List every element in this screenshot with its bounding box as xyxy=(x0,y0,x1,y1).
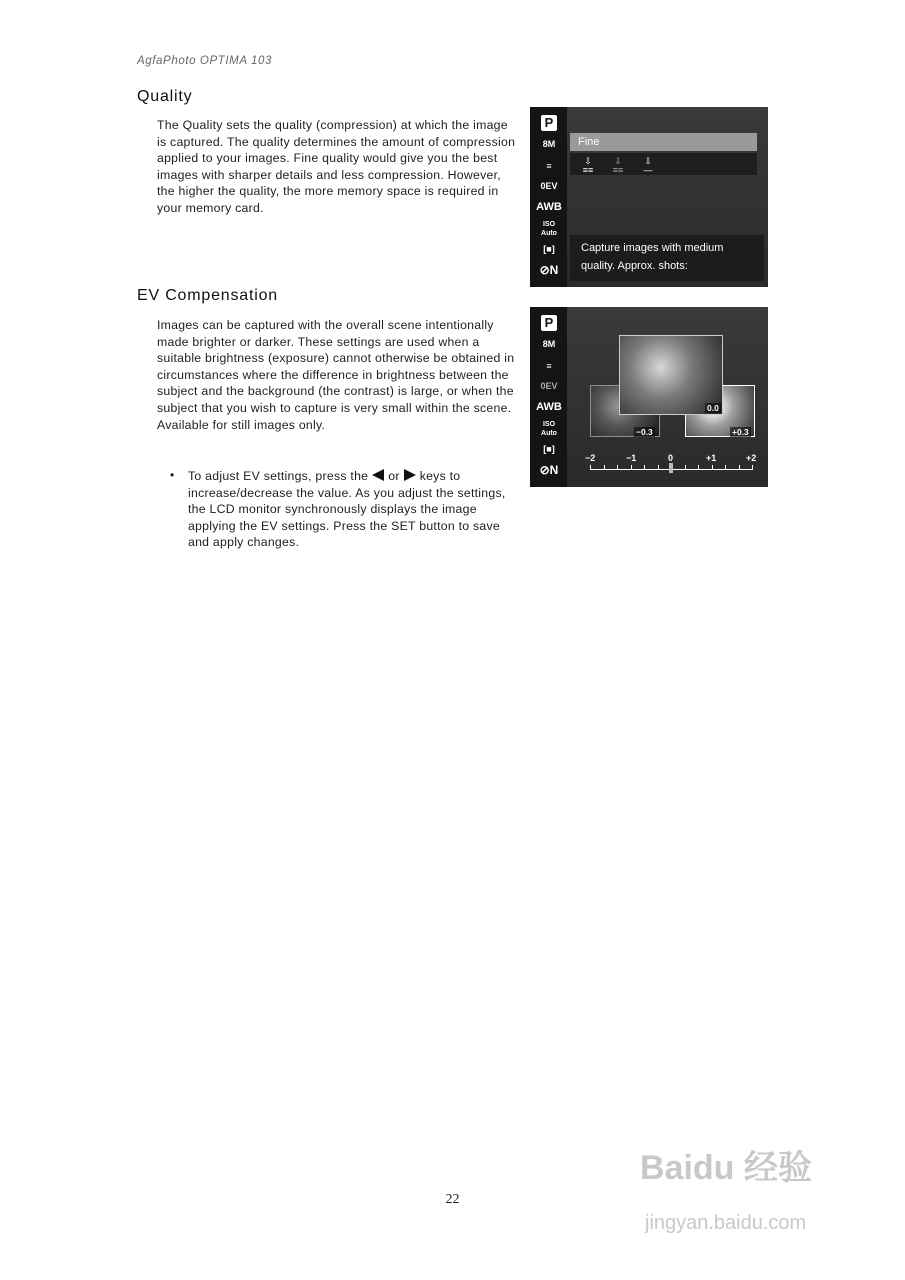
watermark-logo: Baidu 经验 xyxy=(640,1149,812,1187)
iso-icon: ISO Auto xyxy=(541,221,557,237)
left-arrow-icon xyxy=(372,469,384,481)
quality-selected-option[interactable]: Fine xyxy=(570,133,757,151)
resolution-icon: 8M xyxy=(542,139,556,149)
scale-label: +2 xyxy=(746,453,757,463)
ev-scale-tick xyxy=(658,465,659,470)
bullet-text-a: To adjust EV settings, press the xyxy=(188,469,369,483)
ev-scale-tick xyxy=(698,465,699,470)
ev-scale-tick xyxy=(644,465,645,470)
white-balance-icon: AWB xyxy=(536,401,562,413)
iso-icon: ISO Auto xyxy=(541,421,557,437)
fine-quality-icon[interactable]: ⇩ ≡≡ xyxy=(582,156,594,175)
quality-paragraph: The Quality sets the quality (compression) at which the image is captured. The quality determines the amount of compression applied to your images. Fine quality would give you the best images with sharper details and less compression. However, the higher the quality, the more memory space is required in your memory card. xyxy=(157,118,516,215)
ev-scale-tick xyxy=(617,465,618,470)
quality-description: Capture images with medium quality. Approx. shots: xyxy=(570,235,764,281)
ev-scale-tick xyxy=(604,465,605,470)
ev-brighter-label: +0.3 xyxy=(732,427,749,437)
color-effect-icon: ⊘N xyxy=(539,263,559,277)
quality-heading: Quality xyxy=(137,88,193,105)
screen-sidebar xyxy=(530,307,567,487)
bullet-marker: • xyxy=(170,468,175,482)
resolution-icon: 8M xyxy=(542,339,556,349)
program-mode-icon: P xyxy=(541,115,557,131)
program-mode-icon: P xyxy=(541,315,557,331)
quality-icon: ≡ xyxy=(546,161,552,171)
scale-label: +1 xyxy=(706,453,717,463)
scale-label: −1 xyxy=(626,453,637,463)
metering-icon: [■] xyxy=(543,444,555,454)
screen-sidebar xyxy=(530,107,567,287)
ev-scale-tick xyxy=(685,465,686,470)
ev-scale-cursor[interactable] xyxy=(669,463,673,473)
right-arrow-icon xyxy=(404,469,416,481)
ev-scale-tick xyxy=(631,465,632,470)
ev-current-label: 0.0 xyxy=(707,403,719,413)
ev-scale-tick xyxy=(590,465,591,470)
ev-heading: EV Compensation xyxy=(137,287,278,304)
running-header: AgfaPhoto OPTIMA 103 xyxy=(137,55,272,67)
scale-label: −2 xyxy=(585,453,596,463)
quality-options-row xyxy=(570,153,757,175)
ev-darker-label: −0.3 xyxy=(636,427,653,437)
watermark-url: jingyan.baidu.com xyxy=(645,1212,807,1234)
ev-icon: 0EV xyxy=(540,181,558,191)
white-balance-icon: AWB xyxy=(536,201,562,213)
ev-scale-tick xyxy=(725,465,726,470)
quality-camera-screen xyxy=(530,107,768,287)
economy-quality-icon[interactable]: ⇩ — xyxy=(643,156,653,175)
page-number: 22 xyxy=(445,1192,460,1207)
bullet-text-or: or xyxy=(388,469,400,483)
scale-label: 0 xyxy=(668,453,674,463)
ev-scale-tick xyxy=(712,465,713,470)
ev-paragraph: Images can be captured with the overall scene intentionally made brighter or darker. These settings are used when a suitable brightness (exposure) cannot otherwise be obtained in circumstances where the difference in brightness between the subject and the background (the contrast) is large, or when the subject that you wish to capture is very small within the scene. Available for still images only. xyxy=(157,318,515,432)
ev-scale-tick xyxy=(739,465,740,470)
quality-icon: ≡ xyxy=(546,361,552,371)
ev-bullet-text xyxy=(188,468,518,551)
normal-quality-icon[interactable]: ⇩ ≡≡ xyxy=(612,156,624,175)
bullet-text-b: keys to increase/decrease the value. As you adjust the settings, the LCD monitor synchronously displays the image applying the EV settings. Press the SET button to save and apply changes. xyxy=(188,469,506,550)
ev-scale-tick xyxy=(752,465,753,470)
ev-camera-screen xyxy=(530,307,768,487)
color-effect-icon: ⊘N xyxy=(539,463,559,477)
ev-icon: 0EV xyxy=(540,381,558,391)
metering-icon: [■] xyxy=(543,244,555,254)
